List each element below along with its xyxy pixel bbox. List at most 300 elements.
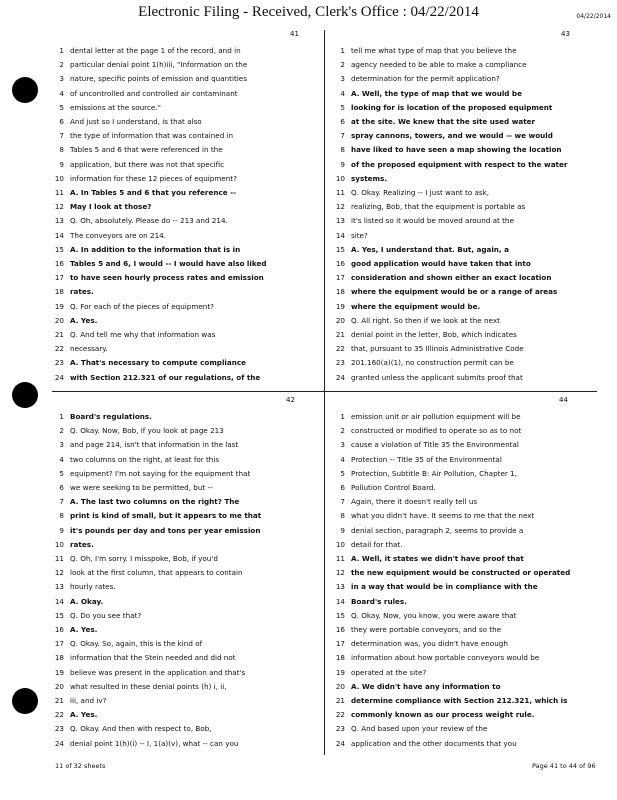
- line-number: 6: [59, 483, 64, 492]
- line-number: 7: [59, 131, 64, 141]
- line-number: 11: [335, 188, 345, 197]
- line-text: where the equipment would be or a range of areas: [351, 287, 558, 297]
- line-number: 3: [59, 74, 64, 84]
- transcript-line: [333, 144, 605, 156]
- line-number: 18: [335, 287, 345, 297]
- line-text: A. The last two columns on the right? The: [70, 497, 240, 507]
- line-text: denial section, paragraph 2, seems to provide a: [351, 525, 524, 535]
- line-number: 14: [54, 230, 64, 240]
- transcript-line: [52, 425, 324, 437]
- line-text: Q. Okay. Realizing -- I just want to ask,: [351, 188, 490, 197]
- line-text: Q. Okay. And then with respect to, Bob,: [70, 724, 212, 734]
- transcript-line: [333, 116, 605, 128]
- line-text: site?: [351, 230, 368, 240]
- line-text: rates.: [70, 539, 94, 549]
- line-text: what you didn't have. It seems to me that the next: [351, 511, 535, 521]
- transcript-line: [52, 258, 324, 270]
- line-text: tell me what type of map that you believe the: [351, 46, 517, 55]
- transcript-line: [52, 73, 324, 85]
- line-text: consideration and shown either an exact location: [351, 273, 552, 283]
- transcript-line: [333, 468, 605, 480]
- line-number: 18: [54, 287, 64, 297]
- line-text: denial point in the letter, Bob, which indicates: [351, 330, 517, 339]
- line-text: Protection -- Title 35 of the Environmental: [351, 454, 502, 464]
- line-text: May I look at those?: [70, 202, 152, 212]
- line-number: 13: [54, 216, 64, 226]
- transcript-line: [333, 695, 605, 707]
- line-text: A. Well, the type of map that we would be: [351, 88, 522, 98]
- transcript-line: [52, 454, 324, 466]
- transcript-line: [52, 482, 324, 494]
- transcript-line: [52, 553, 324, 565]
- line-text: print is kind of small, but it appears to me that: [70, 511, 262, 521]
- line-text: The conveyors are on 214.: [70, 230, 167, 240]
- transcript-line: [333, 738, 605, 750]
- line-number: 11: [54, 554, 64, 563]
- transcript-line: [333, 45, 605, 57]
- line-text: A. We didn't have any information to: [351, 681, 501, 691]
- transcript-line: [52, 709, 324, 721]
- line-number: 18: [335, 653, 345, 663]
- transcript-line: [333, 411, 605, 423]
- transcript-line: [333, 102, 605, 114]
- transcript-line: [52, 159, 324, 171]
- page-number: 41: [290, 30, 299, 38]
- line-text: Tables 5 and 6 that were referenced in the: [70, 145, 223, 155]
- transcript-line: [52, 525, 324, 537]
- transcript-page-44: [333, 396, 605, 748]
- line-text: A. That's necessary to compute compliance: [70, 358, 246, 368]
- transcript-page-41: [52, 30, 324, 382]
- transcript-line: [333, 709, 605, 721]
- line-number: 13: [335, 216, 345, 226]
- line-number: 15: [335, 244, 345, 254]
- line-number: 15: [54, 610, 64, 620]
- line-number: 19: [335, 301, 345, 311]
- transcript-line: [52, 610, 324, 622]
- line-number: 15: [335, 610, 345, 620]
- transcript-line: [333, 244, 605, 256]
- page-range: Page 41 to 44 of 96: [532, 762, 596, 770]
- line-number: 7: [340, 131, 345, 141]
- transcript-line: [333, 638, 605, 650]
- line-text: Q. Okay. Now, Bob, if you look at page 213: [70, 426, 224, 436]
- line-text: Q. Okay. Now, you know, you were aware that: [351, 610, 517, 620]
- line-number: 10: [54, 173, 64, 183]
- line-text: Q. Okay. So, again, this is the kind of: [70, 639, 203, 649]
- line-number: 20: [54, 681, 64, 691]
- line-text: Protection, Subtitle B: Air Pollution, Chapter 1,: [351, 468, 517, 478]
- line-text: Board's rules.: [351, 596, 407, 606]
- transcript-line: [333, 159, 605, 171]
- line-text: two columns on the right, at least for this: [70, 454, 220, 464]
- line-text: cause a violation of Title 35 the Environmental: [351, 440, 519, 450]
- line-number: 2: [59, 426, 64, 436]
- horizontal-divider: [52, 391, 597, 392]
- transcript-line: [333, 581, 605, 593]
- page-number: 43: [561, 30, 570, 38]
- line-number: 20: [54, 315, 64, 325]
- line-text: particular denial point 1(h)iii, "Information on the: [70, 60, 248, 70]
- line-number: 21: [335, 330, 345, 339]
- line-text: realizing, Bob, that the equipment is portable as: [351, 202, 526, 212]
- line-number: 3: [340, 440, 345, 450]
- transcript-line: [333, 482, 605, 494]
- transcript-line: [52, 59, 324, 71]
- transcript-line: [333, 723, 605, 735]
- line-text: spray cannons, towers, and we would -- we would: [351, 131, 553, 141]
- transcript-line: [333, 510, 605, 522]
- line-text: determination was, you didn't have enough: [351, 639, 508, 649]
- line-text: Again, there it doesn't really tell us: [351, 497, 478, 507]
- line-number: 5: [59, 468, 64, 478]
- line-text: determination for the permit application?: [351, 74, 500, 84]
- page-number: 44: [559, 396, 568, 404]
- line-text: determine compliance with Section 212.321, which is: [351, 696, 568, 705]
- line-text: commonly known as our process weight rule.: [351, 710, 535, 720]
- transcript-line: [52, 581, 324, 593]
- line-text: constructed or modified to operate so as to not: [351, 426, 522, 436]
- line-number: 8: [59, 145, 64, 155]
- line-text: Board's regulations.: [70, 412, 152, 421]
- line-number: 14: [54, 596, 64, 606]
- line-text: A. Yes.: [70, 315, 98, 325]
- line-number: 23: [54, 724, 64, 734]
- line-text: Q. Oh, absolutely. Please do -- 213 and 214.: [70, 216, 228, 226]
- line-text: Q. And tell me why that information was: [70, 330, 216, 339]
- transcript-line: [333, 553, 605, 565]
- transcript-line: [333, 187, 605, 199]
- line-number: 12: [54, 202, 64, 212]
- line-number: 22: [54, 344, 64, 354]
- transcript-line: [52, 596, 324, 608]
- transcript-line: [333, 130, 605, 142]
- filing-header: Electronic Filing - Received, Clerk's Office : 04/22/2014: [138, 4, 479, 20]
- line-number: 5: [340, 468, 345, 478]
- transcript-line: [333, 215, 605, 227]
- line-number: 12: [335, 568, 345, 578]
- line-number: 16: [335, 625, 345, 634]
- transcript-line: [52, 567, 324, 579]
- line-text: Q. And based upon your review of the: [351, 724, 488, 734]
- line-number: 7: [340, 497, 345, 507]
- line-text: Q. All right. So then if we look at the next: [351, 315, 500, 325]
- line-number: 2: [59, 60, 64, 70]
- transcript-line: [333, 59, 605, 71]
- transcript-line: [333, 681, 605, 693]
- line-text: what resulted in these denial points (h) i, ii,: [70, 681, 227, 691]
- transcript-line: [52, 116, 324, 128]
- transcript-line: [333, 525, 605, 537]
- line-number: 8: [340, 145, 345, 155]
- line-text: A. Yes.: [70, 625, 98, 634]
- line-number: 1: [340, 46, 345, 55]
- line-text: denial point 1(h)(i) -- I, 1(a)(v), what -- can you: [70, 738, 239, 748]
- line-text: hourly rates.: [70, 582, 116, 592]
- transcript-line: [52, 638, 324, 650]
- line-text: they were portable conveyors, and so the: [351, 625, 502, 634]
- line-number: 20: [335, 681, 345, 691]
- transcript-line: [52, 357, 324, 369]
- line-number: 17: [335, 273, 345, 283]
- line-number: 19: [335, 667, 345, 677]
- transcript-line: [333, 329, 605, 341]
- line-text: Tables 5 and 6, I would -- I would have also liked: [70, 259, 267, 268]
- line-number: 23: [54, 358, 64, 368]
- transcript-line: [333, 301, 605, 313]
- transcript-line: [52, 695, 324, 707]
- transcript-line: [52, 411, 324, 423]
- line-text: equipment? I'm not saying for the equipment that: [70, 468, 251, 478]
- line-number: 3: [340, 74, 345, 84]
- line-text: information that the Stein needed and did not: [70, 653, 236, 663]
- transcript-line: [52, 510, 324, 522]
- line-text: nature, specific points of emission and quantities: [70, 74, 247, 84]
- line-number: 18: [54, 653, 64, 663]
- transcript-line: [52, 173, 324, 185]
- line-text: believe was present in the application and that's: [70, 667, 246, 677]
- transcript-line: [52, 723, 324, 735]
- transcript-line: [52, 102, 324, 114]
- line-text: dental letter at the page 1 of the record, and in: [70, 46, 241, 55]
- transcript-line: [52, 667, 324, 679]
- transcript-line: [52, 286, 324, 298]
- transcript-line: [333, 539, 605, 551]
- line-text: emissions at the source.": [70, 102, 161, 112]
- line-text: application, but there was not that specific: [70, 159, 225, 169]
- line-number: 5: [340, 102, 345, 112]
- line-text: Q. For each of the pieces of equipment?: [70, 301, 214, 311]
- transcript-line: [333, 357, 605, 369]
- line-number: 13: [335, 582, 345, 592]
- line-text: agency needed to be able to make a compliance: [351, 60, 527, 70]
- line-text: have liked to have seen a map showing the location: [351, 145, 562, 155]
- transcript-page-43: [333, 30, 605, 382]
- transcript-line: [52, 45, 324, 57]
- line-number: 8: [340, 511, 345, 521]
- vertical-divider: [324, 30, 325, 755]
- line-text: And just so I understand, is that also: [70, 117, 202, 126]
- line-text: systems.: [351, 173, 388, 183]
- line-number: 6: [340, 117, 345, 126]
- line-number: 14: [335, 596, 345, 606]
- transcript-line: [333, 258, 605, 270]
- line-text: Q. Oh, I'm sorry. I misspoke, Bob, if you'd: [70, 554, 218, 563]
- transcript-line: [52, 215, 324, 227]
- line-number: 9: [340, 159, 345, 169]
- transcript-line: [333, 343, 605, 355]
- punch-hole-top: [12, 77, 38, 103]
- line-number: 19: [54, 667, 64, 677]
- transcript-line: [333, 667, 605, 679]
- line-text: of the proposed equipment with respect to the water: [351, 159, 568, 169]
- transcript-line: [52, 343, 324, 355]
- transcript-line: [52, 329, 324, 341]
- line-number: 22: [335, 344, 345, 354]
- line-number: 11: [335, 554, 345, 563]
- line-text: at the site. We knew that the site used water: [351, 117, 536, 126]
- line-number: 11: [54, 188, 64, 197]
- transcript-line: [52, 88, 324, 100]
- line-number: 16: [54, 625, 64, 634]
- transcript-line: [333, 610, 605, 622]
- transcript-line: [52, 439, 324, 451]
- line-number: 17: [54, 639, 64, 649]
- line-number: 4: [59, 454, 64, 464]
- line-number: 4: [59, 88, 64, 98]
- transcript-line: [52, 468, 324, 480]
- line-number: 1: [59, 46, 64, 55]
- transcript-line: [52, 652, 324, 664]
- line-number: 16: [54, 259, 64, 268]
- line-number: 4: [340, 88, 345, 98]
- line-text: application and the other documents that you: [351, 738, 517, 748]
- line-number: 12: [335, 202, 345, 212]
- transcript-line: [52, 144, 324, 156]
- line-number: 21: [54, 696, 64, 705]
- line-text: A. Yes, I understand that. But, again, a: [351, 244, 510, 254]
- line-number: 6: [59, 117, 64, 126]
- transcript-line: [52, 624, 324, 636]
- page-number: 42: [286, 396, 295, 404]
- transcript-line: [333, 372, 605, 384]
- line-number: 9: [340, 525, 345, 535]
- line-number: 23: [335, 358, 345, 368]
- transcript-line: [52, 130, 324, 142]
- line-text: the type of information that was contained in: [70, 131, 234, 141]
- line-text: it's pounds per day and tons per year emission: [70, 525, 261, 535]
- transcript-line: [333, 88, 605, 100]
- line-number: 22: [54, 710, 64, 720]
- line-number: 24: [54, 738, 64, 748]
- line-text: good application would have taken that into: [351, 259, 531, 268]
- transcript-line: [52, 201, 324, 213]
- line-number: 9: [59, 525, 64, 535]
- line-number: 1: [340, 412, 345, 421]
- transcript-line: [52, 272, 324, 284]
- line-text: A. Yes.: [70, 710, 98, 720]
- transcript-line: [52, 230, 324, 242]
- line-number: 5: [59, 102, 64, 112]
- line-number: 8: [59, 511, 64, 521]
- line-text: iii, and iv?: [70, 696, 107, 705]
- line-number: 21: [335, 696, 345, 705]
- line-number: 10: [335, 173, 345, 183]
- line-text: to have seen hourly process rates and emission: [70, 273, 264, 283]
- transcript-line: [333, 454, 605, 466]
- line-number: 19: [54, 301, 64, 311]
- line-text: detail for that.: [351, 539, 403, 549]
- line-text: it's listed so it would be moved around at the: [351, 216, 514, 226]
- line-text: Pollution Control Board.: [351, 483, 436, 492]
- line-number: 10: [54, 539, 64, 549]
- line-text: 201.160(a)(1), no construction permit can be: [351, 358, 514, 368]
- transcript-line: [52, 372, 324, 384]
- line-text: A. In Tables 5 and 6 that you reference --: [70, 188, 237, 197]
- line-number: 15: [54, 244, 64, 254]
- transcript-line: [52, 315, 324, 327]
- line-number: 20: [335, 315, 345, 325]
- line-number: 7: [59, 497, 64, 507]
- line-text: information for these 12 pieces of equipment?: [70, 173, 237, 183]
- line-text: granted unless the applicant submits proof that: [351, 372, 523, 382]
- line-number: 17: [335, 639, 345, 649]
- transcript-line: [333, 272, 605, 284]
- line-number: 16: [335, 259, 345, 268]
- line-number: 24: [335, 738, 345, 748]
- line-text: necessary.: [70, 344, 108, 354]
- transcript-line: [333, 624, 605, 636]
- transcript-line: [333, 567, 605, 579]
- transcript-line: [333, 652, 605, 664]
- transcript-line: [333, 496, 605, 508]
- line-text: that, pursuant to 35 Illinois Administrative Code: [351, 344, 524, 354]
- line-text: in a way that would be in compliance with the: [351, 582, 538, 592]
- line-number: 2: [340, 426, 345, 436]
- line-number: 10: [335, 539, 345, 549]
- line-number: 4: [340, 454, 345, 464]
- line-number: 22: [335, 710, 345, 720]
- line-number: 13: [54, 582, 64, 592]
- line-number: 21: [54, 330, 64, 339]
- transcript-line: [52, 187, 324, 199]
- line-text: and page 214, isn't that information in the last: [70, 440, 239, 450]
- transcript-line: [333, 315, 605, 327]
- line-text: we were seeking to be permitted, but --: [70, 483, 213, 492]
- transcript-line: [333, 439, 605, 451]
- line-text: the new equipment would be constructed or operated: [351, 568, 571, 578]
- line-text: of uncontrolled and controlled air contaminant: [70, 88, 238, 98]
- line-number: 6: [340, 483, 345, 492]
- transcript-line: [52, 539, 324, 551]
- line-number: 23: [335, 724, 345, 734]
- transcript-line: [333, 201, 605, 213]
- transcript-line: [52, 681, 324, 693]
- punch-hole-bottom: [12, 688, 38, 714]
- transcript-line: [52, 244, 324, 256]
- line-number: 1: [59, 412, 64, 421]
- line-text: looking for is location of the proposed equipment: [351, 102, 553, 112]
- line-number: 24: [54, 372, 64, 382]
- line-number: 14: [335, 230, 345, 240]
- line-number: 3: [59, 440, 64, 450]
- transcript-line: [52, 738, 324, 750]
- line-text: operated at the site?: [351, 667, 427, 677]
- transcript-page-42: [52, 396, 324, 748]
- line-number: 24: [335, 372, 345, 382]
- line-text: A. Well, it states we didn't have proof that: [351, 554, 524, 563]
- sheet-count: 11 of 32 sheets: [55, 762, 106, 770]
- line-text: with Section 212.321 of our regulations, of the: [70, 372, 261, 382]
- line-text: information about how portable conveyors would be: [351, 653, 540, 663]
- line-number: 17: [54, 273, 64, 283]
- line-text: look at the first column, that appears to contain: [70, 568, 243, 578]
- transcript-line: [52, 496, 324, 508]
- line-number: 2: [340, 60, 345, 70]
- line-text: Q. Do you see that?: [70, 610, 142, 620]
- transcript-line: [333, 73, 605, 85]
- punch-hole-middle: [12, 382, 38, 408]
- transcript-line: [333, 230, 605, 242]
- transcript-line: [333, 173, 605, 185]
- line-text: A. In addition to the information that is in: [70, 244, 241, 254]
- filing-stamp: 04/22/2014: [576, 13, 611, 20]
- transcript-line: [333, 425, 605, 437]
- line-number: 12: [54, 568, 64, 578]
- transcript-line: [333, 286, 605, 298]
- transcript-line: [333, 596, 605, 608]
- line-text: rates.: [70, 287, 94, 297]
